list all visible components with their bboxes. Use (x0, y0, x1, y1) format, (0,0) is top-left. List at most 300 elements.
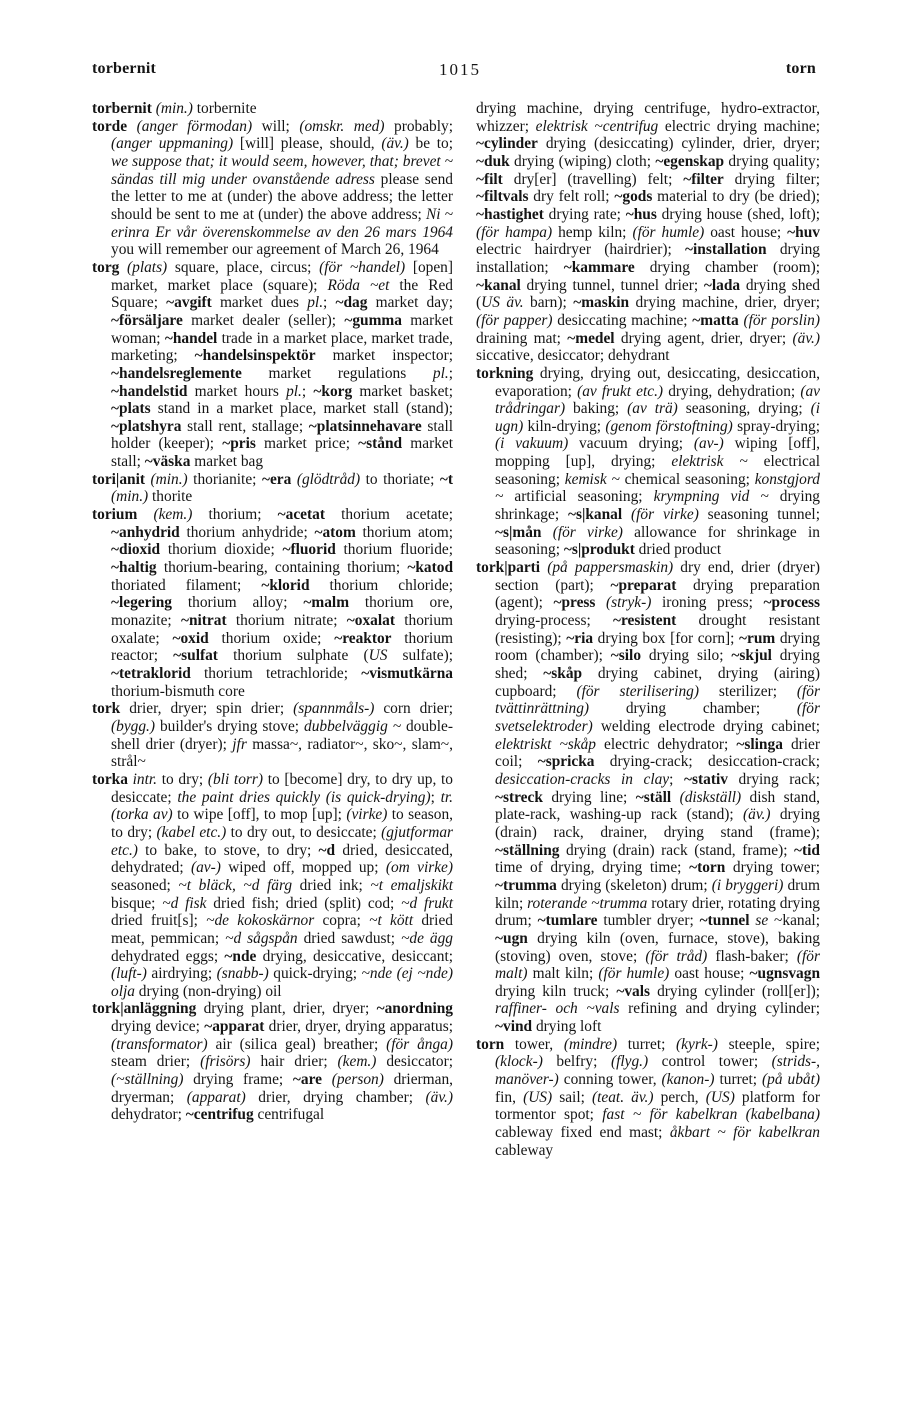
definition-text: to [become] dry, to dry up, to desiccate; (111, 770, 453, 806)
compound: ~huv (787, 223, 820, 241)
definition-text: tumbler dryer; (597, 912, 700, 930)
compound: ~ria (566, 629, 594, 647)
italic-label: (klock-) (495, 1053, 543, 1071)
definition-text: drier, dryer; spin drier; (120, 700, 294, 718)
italic-label: ~t bläck, ~d färg (178, 876, 293, 894)
definition-text: chemical seasoning; (619, 470, 755, 488)
definition-text: corn drier; (374, 700, 453, 718)
definition-text: ironing press; (651, 594, 764, 612)
definition-text: ~kanal; (768, 912, 820, 930)
compound: ~apparat (204, 1018, 265, 1036)
compound: ~maskin (573, 294, 630, 312)
italic-label: (äv.) (425, 1088, 454, 1106)
definition-text: drying (skeleton) drum; (556, 876, 712, 894)
definition-text: drought resistant (resisting); (495, 612, 820, 647)
compound: ~torn (689, 859, 726, 877)
definition-text: dried sawdust; (297, 929, 402, 947)
definition-text: refining and drying cylinder; (619, 1000, 820, 1018)
italic-label: (för tråd) (645, 947, 708, 965)
compound: ~ugnsvagn (749, 965, 820, 983)
definition-text: copra; (314, 912, 370, 930)
definition-text: electric hairdryer (hairdrier); (476, 241, 685, 259)
compound: ~stånd (358, 435, 403, 453)
definition-text: drier, drying chamber; (245, 1088, 426, 1106)
italic-label: (i ugn) (495, 400, 820, 435)
headword: torka (92, 770, 128, 788)
italic-label: (äv.) (792, 329, 820, 347)
headword: torg (92, 258, 120, 276)
italic-label: se (755, 912, 769, 930)
definition-text: spray-drying; (732, 417, 820, 435)
italic-label: raffiner- och ~vals (495, 1000, 620, 1018)
dictionary-entry (476, 365, 820, 559)
definition-text: drying (wiping) cloth; (509, 152, 656, 170)
italic-label: (bli torr) (207, 770, 263, 788)
definition-text: ; (323, 294, 336, 312)
definition-text: market dealer (seller); (182, 311, 345, 329)
definition-text: oast house; (669, 965, 750, 983)
definition-text: sulfate); (387, 647, 453, 665)
definition-text: thorium reactor; (111, 629, 453, 665)
definition-text: dried ink; (292, 876, 371, 894)
italic-label: (för humle) (632, 223, 705, 241)
definition-text: drying-crack; desiccation-crack; (594, 753, 820, 771)
definition-text: air (silica geal) breather; (207, 1035, 387, 1053)
definition-text: drying device; (111, 1018, 205, 1036)
definition-text: drying chamber; (589, 700, 797, 718)
italic-label: pl. (286, 382, 302, 400)
italic-label: US äv. (481, 294, 524, 312)
italic-label: (kem.) (337, 1053, 377, 1071)
definition-text: to dry out, to desiccate; (226, 823, 382, 841)
definition-text: to thoriate; (360, 470, 440, 488)
definition-text: tower, (504, 1035, 564, 1053)
definition-text: will; (252, 117, 300, 135)
definition-text: thorium acetate; (324, 506, 453, 524)
definition-text: sterilizer; (698, 682, 797, 700)
italic-label: (av-) (693, 435, 724, 453)
headword: torium (92, 506, 138, 524)
compound: ~försäljare (111, 311, 183, 329)
definition-text: seasoning tunnel; (698, 506, 820, 524)
right-guide-word: torn (785, 60, 816, 77)
definition-text: you will remember our agreement of March 26, 1964 (111, 241, 439, 259)
compound: ~acetat (277, 506, 325, 524)
italic-label: (stryk-) (606, 594, 652, 612)
italic-label: (för tvättinrättning) (495, 682, 820, 718)
compound: ~installation (684, 241, 767, 259)
italic-label: Ni ~ erinra Er vår överenskommelse av den 26 mars 1964 (111, 205, 453, 241)
definition-text (671, 789, 679, 806)
italic-label: fast ~ för kabelkran (kabelbana) (602, 1106, 820, 1124)
definition-text: dry felt roll; (528, 188, 615, 206)
compound: ~atom (314, 523, 356, 541)
compound: ~ställning (495, 841, 560, 859)
compound: ~fluorid (282, 541, 336, 559)
definition-text: drying rate; (543, 205, 626, 223)
dictionary-entry (92, 771, 453, 1001)
compound: ~process (763, 594, 820, 612)
definition-text: stall rent, stallage; (181, 417, 309, 435)
dictionary-entry (92, 700, 453, 771)
definition-text: thorium oxalate; (111, 612, 453, 647)
italic-label: ~t kött (369, 912, 414, 930)
definition-text: drying kiln (oven, furnace, stove), baking (stoving) oven, stove; (495, 929, 820, 965)
definition-text: drying preparation (agent); (495, 576, 820, 612)
italic-label: intr. (132, 770, 158, 788)
compound: ~centrifug (185, 1106, 254, 1124)
definition-text (137, 506, 153, 523)
italic-label: elektrisk ~centrifug (535, 117, 659, 135)
definition-text (127, 118, 137, 135)
definition-text (322, 1071, 332, 1088)
compound: ~d (318, 841, 336, 859)
compound: ~matta (692, 311, 739, 329)
definition-text: drying (desiccating) cylinder, drier, dryer; (537, 135, 820, 153)
definition-text: [will] please, should, (233, 135, 382, 153)
compound: ~väska (144, 453, 191, 471)
compound: ~handelsreglemente (111, 364, 242, 382)
italic-label: (kem.) (153, 506, 193, 524)
definition-text: thorium-bearing, containing thorium; (156, 559, 408, 577)
definition-text: drying frame; (183, 1071, 293, 1089)
compound: ~anordning (376, 1000, 453, 1018)
compound: ~filtvals (476, 188, 529, 206)
definition-text: dry[er] (travelling) felt; (502, 170, 684, 188)
definition-text (119, 259, 127, 276)
compound: ~stativ (684, 770, 728, 788)
italic-label: (av-) (190, 859, 221, 877)
italic-label: (anger uppmaning) (111, 135, 234, 153)
definition-text: thorium alloy; (172, 594, 304, 612)
italic-label: (virke) (346, 806, 388, 824)
italic-label: (US) (523, 1088, 553, 1106)
definition-text: control tower; (648, 1053, 772, 1071)
compound: ~filt (476, 170, 503, 188)
compound: ~lada (703, 276, 741, 294)
definition-text: square, place, circus; (167, 258, 320, 276)
definition-text: airdrying; (146, 965, 217, 983)
italic-label: (luft-) (111, 965, 147, 983)
compound: ~streck (495, 788, 543, 806)
italic-label: (genom förstoftning) (605, 417, 733, 435)
headword: torkning (476, 364, 534, 382)
definition-text: drying tunnel, tunnel drier; (520, 276, 704, 294)
definition-text: thorium sulphate ( (217, 647, 369, 665)
definition-text: thorium; (192, 506, 278, 524)
definition-text: thorium nitrate; (226, 612, 347, 630)
definition-text (622, 506, 631, 523)
compound: ~era (261, 470, 292, 488)
compound: ~skjul (731, 647, 772, 665)
dictionary-entry (476, 559, 820, 1036)
italic-label: (för hampa) (476, 223, 553, 241)
definition-text: market basket; (352, 382, 453, 400)
definition-text: baking; (565, 400, 628, 418)
definition-text: to dry; (157, 770, 208, 788)
italic-label: (plats) (127, 258, 168, 276)
definition-text: drying (drain) rack (stand, frame); (559, 841, 795, 859)
definition-text: massa~, radiator~, sko~, slam~, strål~ (111, 735, 453, 771)
headword: tori|anit (92, 470, 145, 488)
dictionary-entry (92, 1000, 453, 1124)
compound: ~reaktor (334, 629, 392, 647)
definition-text: steam drier; (111, 1053, 201, 1071)
definition-text: drier coil; (495, 735, 820, 771)
compound: ~s|produkt (563, 541, 635, 559)
definition-text: thorium ore, monazite; (111, 594, 454, 630)
compound: ~medel (567, 329, 615, 347)
italic-label: we suppose that; it would seem, however, that; brevet ~ sändas till mig under ovanstående adress (111, 152, 453, 188)
italic-label: (i bryggeri) (711, 876, 784, 894)
definition-text: stand in a market place, market stall (stand); (150, 400, 453, 418)
italic-label: (snabb-) (216, 965, 269, 983)
definition-text: thorium anhydride; (179, 523, 315, 541)
compound: ~dioxid (111, 541, 161, 559)
definition-text: drying line; (542, 788, 636, 806)
dictionary-entry (476, 1036, 820, 1160)
italic-label: (på ubåt) (762, 1071, 820, 1089)
italic-label: (för ~handel) (319, 258, 406, 276)
definition-text: to bake, to stove, to dry; (137, 841, 319, 859)
definition-text: drying, dehydration; (663, 382, 801, 400)
italic-label: (apparat) (186, 1088, 246, 1106)
italic-label: roterande ~trumma (527, 894, 648, 912)
definition-text: thoriated filament; (111, 576, 262, 594)
compound: ~duk (476, 152, 510, 170)
compound: ~hus (625, 205, 657, 223)
compound: ~handel (164, 329, 218, 347)
compound: ~skåp (543, 665, 583, 682)
definition-text: torbernite (192, 100, 257, 117)
definition-text: drier, dryer, drying apparatus; (264, 1018, 453, 1036)
italic-label: ~d frukt (401, 894, 454, 912)
definition-text: drying filter; (723, 170, 820, 188)
italic-label: (på pappersmaskin) (547, 559, 674, 577)
definition-text: oast house; (704, 223, 788, 241)
definition-text: ; (301, 382, 314, 400)
definition-text: thorianite; (187, 470, 262, 488)
definition-text: drying, drying out, desiccating, desiccation, evaporation; (495, 364, 820, 400)
italic-label: (teat. äv.) (592, 1088, 654, 1106)
definition-text: barn); (523, 294, 574, 312)
definition-text: bisque; (111, 894, 163, 912)
compound: ~ugn (495, 929, 528, 947)
dictionary-entry (476, 100, 820, 365)
compound: ~dag (335, 294, 368, 312)
definition-text: centrifugal (253, 1106, 325, 1124)
compound: ~malm (303, 594, 350, 612)
headword: tork|anläggning (92, 1000, 197, 1018)
definition-text: hemp kiln; (552, 223, 633, 241)
italic-label: (kyrk-) (676, 1035, 718, 1053)
headword: tork|parti (476, 559, 541, 577)
compound: ~tunnel (699, 912, 750, 930)
definition-text (541, 524, 552, 541)
definition-text: artificial seasoning; (503, 488, 654, 506)
definition-text: seasoning, drying; (677, 400, 811, 418)
definition-text: electrical seasoning; (495, 453, 820, 488)
definition-text: dehydrator; (111, 1106, 186, 1124)
compound: ~nde (224, 947, 257, 965)
italic-label: (anger förmodan) (136, 117, 253, 135)
compound: ~handelstid (111, 382, 188, 400)
compound: ~haltig (111, 559, 157, 577)
italic-label: konstgjord ~ (495, 470, 820, 506)
definition-text: [open] market, market place (square); (111, 258, 453, 294)
compound: ~s|mån (495, 523, 542, 541)
definition-text: turret; (714, 1071, 763, 1089)
italic-label: ~nde (ej ~nde) olja (111, 965, 453, 1000)
definition-text: thorium atom; (355, 523, 454, 541)
headword: tork (92, 700, 121, 718)
italic-label: (för ånga) (386, 1035, 453, 1053)
definition-text: welding electrode drying cabinet; (592, 717, 820, 735)
italic-label: (~ställning) (111, 1071, 184, 1089)
definition-text: fin, (495, 1088, 524, 1106)
italic-label: (för humle) (598, 965, 670, 983)
italic-label: the paint dries quickly (is quick-drying) (177, 788, 431, 806)
definition-text: dried fish; dried (split) cod; (206, 894, 402, 912)
definition-text: drying chamber (room); (634, 258, 820, 276)
right-column (476, 100, 820, 1159)
italic-label: ~d fisk (162, 894, 207, 912)
italic-label: (för malt) (495, 947, 820, 983)
definition-text: the Red Square; (111, 276, 453, 312)
definition-text: drying room (chamber); (495, 629, 821, 665)
compound: ~s|kanal (567, 506, 623, 524)
italic-label: jfr (232, 735, 247, 753)
compound: ~rum (739, 629, 776, 647)
definition-text: thorite (148, 488, 193, 506)
compound: ~resistent (613, 612, 677, 630)
italic-label: (om virke) (385, 859, 453, 877)
definition-text: drying silo; (641, 647, 732, 665)
definition-text: sail; (552, 1088, 592, 1106)
headword: torde (92, 117, 128, 135)
italic-label: ~t emaljskikt (370, 876, 453, 894)
compound: ~tumlare (537, 912, 598, 930)
definition-text: probably; (384, 117, 453, 135)
compound: ~are (292, 1071, 323, 1089)
compound: ~t (439, 470, 453, 488)
italic-label: pl. (432, 364, 449, 382)
compound: ~korg (313, 382, 353, 400)
italic-label: (äv.) (743, 806, 771, 824)
definition-text: dried fruit[s]; (111, 912, 207, 930)
compound: ~legering (111, 594, 172, 612)
definition-text: drying shed; (495, 647, 820, 682)
definition-text: drum kiln; (495, 876, 820, 912)
definition-text: market inspector; (315, 347, 453, 365)
definition-text (595, 594, 606, 611)
definition-text: drying machine, drying centrifuge, hydro-extractor, whizzer; (476, 100, 820, 135)
dictionary-entry (92, 506, 453, 700)
italic-label: (för virke) (552, 523, 623, 541)
compound: ~egenskap (655, 152, 725, 170)
italic-label: (omskr. med) (299, 117, 385, 135)
definition-text: malt kiln; (527, 965, 599, 983)
definition-text: seasoned; (111, 876, 179, 894)
compound: ~press (553, 594, 596, 612)
compound: ~gods (614, 188, 653, 206)
definition-text: ; (669, 770, 684, 788)
italic-label: (för sterilisering) (576, 682, 699, 700)
definition-text: ; (448, 364, 453, 382)
italic-label: (äv.) (381, 135, 409, 153)
compound: ~anhydrid (111, 523, 180, 541)
left-column (92, 100, 453, 1124)
compound: ~tid (794, 841, 820, 859)
definition-text: drying cylinder (roll[er]); (649, 982, 820, 1000)
italic-label: elektriskt ~skåp (495, 735, 596, 753)
compound: ~hastighet (476, 205, 544, 223)
definition-text: belfry; (542, 1053, 611, 1071)
compound: ~vind (495, 1018, 533, 1036)
definition-text: to season, to dry; (111, 806, 453, 841)
italic-label: (för virke) (631, 506, 699, 524)
italic-label: elektrisk ~ (671, 453, 748, 471)
italic-label: (spannmåls-) (293, 700, 375, 718)
definition-text: market stall; (111, 435, 453, 471)
definition-text: drying box [for corn]; (593, 629, 740, 647)
definition-text: drying plant, drier, dryer; (196, 1000, 377, 1018)
definition-text: market regulations (241, 364, 433, 382)
dictionary-entry (92, 259, 453, 471)
dictionary-entry (92, 471, 453, 506)
dictionary-entry (92, 100, 453, 118)
italic-label: ~d sågspån (225, 929, 298, 947)
definition-text: wiped off, mopped up; (220, 859, 386, 877)
definition-text: electric drying machine; (658, 117, 821, 135)
definition-text: siccative, desiccator; dehydrant (476, 347, 670, 365)
compound: ~platshyra (111, 417, 182, 435)
definition-text: desiccating machine; (552, 311, 693, 329)
compound: ~vismutkärna (361, 665, 453, 682)
definition-text: drying loft (532, 1018, 602, 1036)
definition-text: to wipe [off], to mop [up]; (172, 806, 347, 824)
definition-text: drying house (shed, loft); (656, 205, 821, 223)
italic-label: (av trä) (627, 400, 678, 418)
definition-text: dry end, drier (dryer) section (part); (495, 559, 820, 594)
definition-text: drying shed ( (476, 276, 820, 312)
compound: ~nitrat (180, 612, 227, 630)
italic-label: Röda ~et (327, 276, 390, 294)
definition-text: drying, desiccative, desiccant; (256, 947, 453, 965)
definition-text: market woman; (111, 311, 453, 347)
italic-label: dubbelväggig ~ (304, 717, 402, 735)
italic-label: (glödtråd) (296, 470, 361, 488)
definition-text: perch, (653, 1088, 706, 1106)
italic-label: (av frukt etc.) (577, 382, 664, 400)
compound: ~filter (683, 170, 724, 188)
definition-text: cableway fixed end mast; (495, 1124, 670, 1142)
compound: ~katod (407, 559, 453, 577)
definition-text: cableway (495, 1141, 554, 1159)
definition-text: thorium dioxide; (160, 541, 283, 559)
definition-text: drying installation; (476, 241, 820, 276)
definition-text: be to; (408, 135, 453, 153)
definition-text: thorium-bismuth core (111, 682, 245, 700)
compound: ~plats (111, 400, 151, 418)
compound: ~spricka (537, 753, 595, 771)
definition-text: dish stand, plate-rack, washing-up rack (stand); (495, 788, 820, 824)
compound: ~trumma (495, 876, 557, 894)
italic-label: (bygg.) (111, 717, 156, 735)
definition-text: thorium fluoride; (335, 541, 453, 559)
dictionary-entry (92, 118, 453, 259)
italic-label: (US) (705, 1088, 735, 1106)
